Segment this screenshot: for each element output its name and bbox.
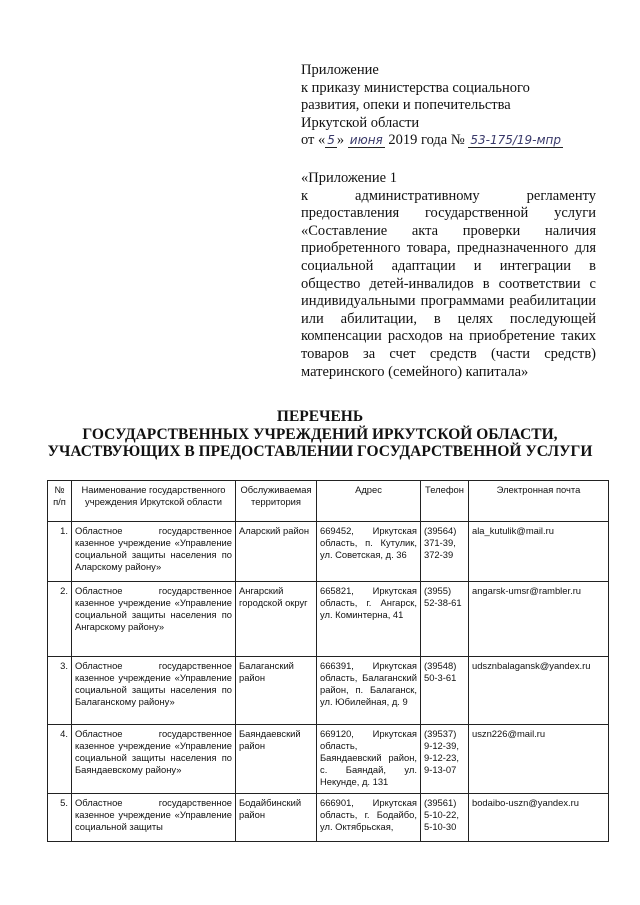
cell-num: 3. (48, 657, 72, 725)
table-row (48, 794, 609, 842)
cell-territory: Балаганский район (236, 657, 317, 725)
cell-address: 666901, Иркутская область, г. Бодайбо, ул. Октябрьская, (317, 794, 421, 842)
cell-name: Областное государственное казенное учреждение «Управление социальной защиты (72, 794, 236, 842)
date-day-handwritten: 5 (327, 133, 335, 147)
institutions-table (47, 480, 609, 842)
cell-name: Областное государственное казенное учреждение «Управление социальной защиты населения по Балаганскому району» (72, 657, 236, 725)
cell-address: 666391, Иркутская область, Балаганский район, п. Балаганск, ул. Юбилейная, д. 9 (317, 657, 421, 725)
appendix1-title: «Приложение 1 (301, 170, 397, 186)
cell-email: udsznbalagansk@yandex.ru (469, 657, 609, 725)
date-mid: » (336, 132, 345, 148)
cell-name: Областное государственное казенное учреждение «Управление социальной защиты населения по Баяндаевскому району» (72, 725, 236, 794)
regulation-appendix-block (301, 170, 596, 381)
cell-email: ala_kutulik@mail.ru (469, 522, 609, 582)
cell-phone: (39561) 5-10-22, 5-10-30 (421, 794, 469, 842)
header-phone: Телефон (421, 481, 469, 522)
cell-email: bodaibo-uszn@yandex.ru (469, 794, 609, 842)
heading-line: ГОСУДАРСТВЕННЫХ УЧРЕЖДЕНИЙ ИРКУТСКОЙ ОБЛАСТИ, (82, 425, 558, 443)
date-prefix: от « (301, 132, 326, 148)
cell-name: Областное государственное казенное учреждение «Управление социальной защиты населения по Ангарскому району» (72, 582, 236, 657)
cell-num: 1. (48, 522, 72, 582)
order-appendix-block (301, 62, 621, 150)
heading-line: ПЕРЕЧЕНЬ (276, 408, 364, 425)
header-num: № п/п (48, 481, 72, 522)
appendix-line: развития, опеки и попечительства (301, 97, 511, 113)
table-row (48, 582, 609, 657)
appendix1-text: к административному регламенту предоставления государственной услуги «Составление акта проверки наличия приобретенного товара, предназначенного для социальной адаптации и интеграции в общество детей-инвалидов в соответствии с индивидуальными программами реабилитации или абилитации, в целях последующей компенсации расходов на приобретение таких товаров за счет средств (части средств) материнского (семейного) капитала» (301, 187, 596, 380)
cell-num: 5. (48, 794, 72, 842)
cell-email: angarsk-umsr@rambler.ru (469, 582, 609, 657)
cell-num: 2. (48, 582, 72, 657)
cell-phone: (39564) 371-39, 372-39 (421, 522, 469, 582)
header-name: Наименование государственного учреждения Иркутской области (72, 481, 236, 522)
cell-address: 665821, Иркутская область, г. Ангарск, ул. Коминтерна, 41 (317, 582, 421, 657)
date-month-handwritten: июня (349, 133, 383, 147)
document-heading (20, 408, 620, 461)
cell-phone: (39548) 50-3-61 (421, 657, 469, 725)
table-row (48, 725, 609, 794)
date-year: 2019 года № (388, 132, 465, 148)
header-address: Адрес (317, 481, 421, 522)
table-row (48, 657, 609, 725)
order-number-handwritten: 53-175/19-мпр (470, 133, 562, 147)
appendix-line: Иркутской области (301, 114, 420, 131)
cell-address: 669120, Иркутская область, Баяндаевский район, с. Баяндай, ул. Некунде, д. 131 (317, 725, 421, 794)
cell-num: 4. (48, 725, 72, 794)
heading-line: УЧАСТВУЮЩИХ В ПРЕДОСТАВЛЕНИИ ГОСУДАРСТВЕННОЙ УСЛУГИ (47, 443, 593, 460)
cell-phone: (39537) 9-12-39, 9-12-23, 9-13-07 (421, 725, 469, 794)
cell-email: uszn226@mail.ru (469, 725, 609, 794)
cell-territory: Ангарский городской округ (236, 582, 317, 657)
cell-territory: Бодайбинский район (236, 794, 317, 842)
cell-territory: Баяндаевский район (236, 725, 317, 794)
table-row (48, 522, 609, 582)
order-date-line (301, 132, 621, 150)
appendix-line: Приложение (301, 62, 379, 78)
header-territory: Обслуживаемая территория (236, 481, 317, 522)
cell-phone: (3955) 52-38-61 (421, 582, 469, 657)
appendix-line: к приказу министерства социального (301, 79, 530, 96)
cell-territory: Аларский район (236, 522, 317, 582)
table-header-row (48, 481, 609, 522)
cell-name: Областное государственное казенное учреждение «Управление социальной защиты населения по Аларскому району» (72, 522, 236, 582)
header-email: Электронная почта (469, 481, 609, 522)
cell-address: 669452, Иркутская область, п. Кутулик, ул. Советская, д. 36 (317, 522, 421, 582)
